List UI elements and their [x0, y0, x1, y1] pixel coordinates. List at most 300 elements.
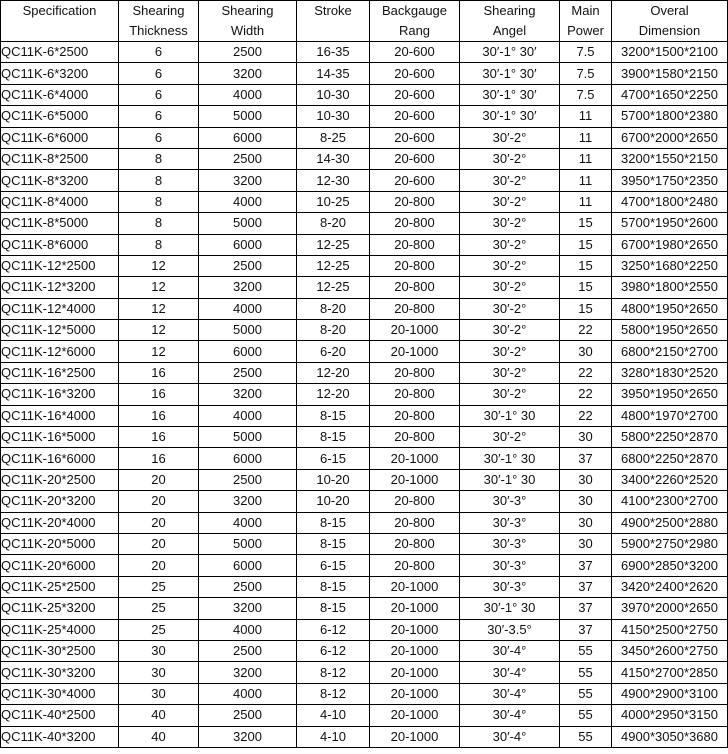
width-cell: 3200 [199, 170, 297, 191]
power-cell: 7.5 [560, 42, 612, 63]
backgauge-cell: 20-800 [370, 255, 460, 276]
backgauge-cell: 20-1000 [370, 469, 460, 490]
thickness-cell: 12 [119, 341, 199, 362]
table-row [1, 277, 728, 298]
power-cell: 22 [560, 362, 612, 383]
angle-cell: 30′-2° [460, 191, 560, 212]
angle-cell: 30′-3° [460, 491, 560, 512]
specification-cell: QC11K-25*2500 [1, 576, 119, 597]
backgauge-cell: 20-1000 [370, 448, 460, 469]
power-cell: 37 [560, 576, 612, 597]
backgauge-cell: 20-800 [370, 234, 460, 255]
thickness-cell: 8 [119, 213, 199, 234]
angle-cell: 30′-2° [460, 298, 560, 319]
dimension-cell: 3950*1950*2650 [612, 384, 728, 405]
backgauge-cell: 20-1000 [370, 576, 460, 597]
specification-cell: QC11K-25*3200 [1, 598, 119, 619]
angle-cell: 30′-2° [460, 127, 560, 148]
width-cell: 5000 [199, 213, 297, 234]
dimension-cell: 5900*2750*2980 [612, 533, 728, 554]
specification-cell: QC11K-30*2500 [1, 640, 119, 661]
power-cell: 11 [560, 127, 612, 148]
dimension-cell: 3280*1830*2520 [612, 362, 728, 383]
specification-cell: QC11K-16*3200 [1, 384, 119, 405]
backgauge-cell: 20-800 [370, 512, 460, 533]
stroke-cell: 8-15 [297, 576, 370, 597]
width-cell: 3200 [199, 277, 297, 298]
thickness-cell: 20 [119, 512, 199, 533]
table-row [1, 576, 728, 597]
specification-cell: QC11K-30*4000 [1, 683, 119, 704]
width-cell: 4000 [199, 298, 297, 319]
backgauge-cell: 20-600 [370, 148, 460, 169]
header-overal-dimension: Overal Dimension [612, 1, 728, 42]
angle-cell: 30′-4° [460, 662, 560, 683]
width-cell: 4000 [199, 405, 297, 426]
specification-cell: QC11K-16*5000 [1, 427, 119, 448]
table-row [1, 63, 728, 84]
specification-cell: QC11K-12*6000 [1, 341, 119, 362]
thickness-cell: 6 [119, 84, 199, 105]
power-cell: 15 [560, 213, 612, 234]
thickness-cell: 25 [119, 598, 199, 619]
table-row [1, 234, 728, 255]
specification-cell: QC11K-25*4000 [1, 619, 119, 640]
stroke-cell: 8-20 [297, 320, 370, 341]
table-row [1, 213, 728, 234]
table-row [1, 384, 728, 405]
width-cell: 3200 [199, 63, 297, 84]
specification-cell: QC11K-40*3200 [1, 726, 119, 747]
thickness-cell: 40 [119, 705, 199, 726]
backgauge-cell: 20-1000 [370, 341, 460, 362]
table-row [1, 640, 728, 661]
thickness-cell: 12 [119, 277, 199, 298]
thickness-cell: 30 [119, 640, 199, 661]
backgauge-cell: 20-1000 [370, 726, 460, 747]
width-cell: 2500 [199, 255, 297, 276]
dimension-cell: 6800*2150*2700 [612, 341, 728, 362]
angle-cell: 30′-4° [460, 640, 560, 661]
table-row [1, 148, 728, 169]
specification-cell: QC11K-8*2500 [1, 148, 119, 169]
thickness-cell: 20 [119, 491, 199, 512]
dimension-cell: 3970*2000*2650 [612, 598, 728, 619]
angle-cell: 30′-2° [460, 148, 560, 169]
angle-cell: 30′-2° [460, 320, 560, 341]
stroke-cell: 14-35 [297, 63, 370, 84]
dimension-cell: 4150*2500*2750 [612, 619, 728, 640]
specification-cell: QC11K-20*4000 [1, 512, 119, 533]
angle-cell: 30′-2° [460, 234, 560, 255]
power-cell: 22 [560, 320, 612, 341]
power-cell: 55 [560, 640, 612, 661]
backgauge-cell: 20-1000 [370, 683, 460, 704]
backgauge-cell: 20-600 [370, 106, 460, 127]
thickness-cell: 6 [119, 63, 199, 84]
width-cell: 2500 [199, 705, 297, 726]
dimension-cell: 4900*3050*3680 [612, 726, 728, 747]
specification-cell: QC11K-6*4000 [1, 84, 119, 105]
dimension-cell: 3200*1550*2150 [612, 148, 728, 169]
specification-cell: QC11K-20*5000 [1, 533, 119, 554]
stroke-cell: 6-12 [297, 619, 370, 640]
backgauge-cell: 20-800 [370, 362, 460, 383]
thickness-cell: 30 [119, 662, 199, 683]
width-cell: 4000 [199, 683, 297, 704]
backgauge-cell: 20-800 [370, 555, 460, 576]
header-stroke: Stroke [297, 1, 370, 42]
backgauge-cell: 20-800 [370, 405, 460, 426]
thickness-cell: 16 [119, 384, 199, 405]
dimension-cell: 3250*1680*2250 [612, 255, 728, 276]
thickness-cell: 16 [119, 405, 199, 426]
power-cell: 55 [560, 705, 612, 726]
table-row [1, 705, 728, 726]
table-row [1, 662, 728, 683]
angle-cell: 30′-1° 30′ [460, 63, 560, 84]
angle-cell: 30′-2° [460, 277, 560, 298]
thickness-cell: 6 [119, 42, 199, 63]
stroke-cell: 10-30 [297, 84, 370, 105]
power-cell: 15 [560, 255, 612, 276]
power-cell: 55 [560, 683, 612, 704]
dimension-cell: 5700*1800*2380 [612, 106, 728, 127]
width-cell: 4000 [199, 512, 297, 533]
thickness-cell: 16 [119, 427, 199, 448]
stroke-cell: 8-12 [297, 683, 370, 704]
backgauge-cell: 20-800 [370, 427, 460, 448]
dimension-cell: 3950*1750*2350 [612, 170, 728, 191]
stroke-cell: 8-15 [297, 427, 370, 448]
power-cell: 22 [560, 384, 612, 405]
angle-cell: 30′-1° 30′ [460, 84, 560, 105]
table-row [1, 255, 728, 276]
backgauge-cell: 20-1000 [370, 640, 460, 661]
header-shearing-angel: Shearing Angel [460, 1, 560, 42]
width-cell: 2500 [199, 640, 297, 661]
power-cell: 30 [560, 427, 612, 448]
backgauge-cell: 20-800 [370, 491, 460, 512]
angle-cell: 30′-3° [460, 576, 560, 597]
table-row [1, 341, 728, 362]
power-cell: 11 [560, 191, 612, 212]
stroke-cell: 8-25 [297, 127, 370, 148]
table-row [1, 106, 728, 127]
thickness-cell: 8 [119, 234, 199, 255]
stroke-cell: 8-15 [297, 512, 370, 533]
stroke-cell: 10-30 [297, 106, 370, 127]
thickness-cell: 8 [119, 170, 199, 191]
backgauge-cell: 20-600 [370, 127, 460, 148]
thickness-cell: 12 [119, 298, 199, 319]
stroke-cell: 10-20 [297, 491, 370, 512]
stroke-cell: 12-25 [297, 255, 370, 276]
angle-cell: 30′-2° [460, 170, 560, 191]
width-cell: 2500 [199, 42, 297, 63]
width-cell: 3200 [199, 598, 297, 619]
table-row [1, 512, 728, 533]
table-row [1, 362, 728, 383]
dimension-cell: 6700*2000*2650 [612, 127, 728, 148]
specification-cell: QC11K-12*4000 [1, 298, 119, 319]
power-cell: 11 [560, 148, 612, 169]
width-cell: 2500 [199, 148, 297, 169]
specification-cell: QC11K-8*3200 [1, 170, 119, 191]
table-row [1, 84, 728, 105]
backgauge-cell: 20-800 [370, 533, 460, 554]
table-row [1, 42, 728, 63]
angle-cell: 30′-2° [460, 255, 560, 276]
stroke-cell: 12-25 [297, 234, 370, 255]
specification-cell: QC11K-20*2500 [1, 469, 119, 490]
stroke-cell: 6-15 [297, 448, 370, 469]
width-cell: 4000 [199, 191, 297, 212]
backgauge-cell: 20-800 [370, 277, 460, 298]
specification-cell: QC11K-16*2500 [1, 362, 119, 383]
thickness-cell: 30 [119, 683, 199, 704]
specification-cell: QC11K-40*2500 [1, 705, 119, 726]
dimension-cell: 3980*1800*2550 [612, 277, 728, 298]
angle-cell: 30′-3° [460, 533, 560, 554]
thickness-cell: 20 [119, 533, 199, 554]
table-row [1, 170, 728, 191]
dimension-cell: 3450*2600*2750 [612, 640, 728, 661]
table-row [1, 405, 728, 426]
width-cell: 5000 [199, 427, 297, 448]
backgauge-cell: 20-600 [370, 170, 460, 191]
angle-cell: 30′-2° [460, 213, 560, 234]
table-row [1, 127, 728, 148]
header-row [1, 1, 728, 42]
header-shearing-width: Shearing Width [199, 1, 297, 42]
backgauge-cell: 20-800 [370, 213, 460, 234]
thickness-cell: 20 [119, 469, 199, 490]
power-cell: 37 [560, 619, 612, 640]
specification-cell: QC11K-6*2500 [1, 42, 119, 63]
dimension-cell: 4900*2900*3100 [612, 683, 728, 704]
table-row [1, 555, 728, 576]
angle-cell: 30′-1° 30 [460, 405, 560, 426]
width-cell: 2500 [199, 576, 297, 597]
stroke-cell: 8-20 [297, 298, 370, 319]
backgauge-cell: 20-800 [370, 298, 460, 319]
stroke-cell: 8-15 [297, 598, 370, 619]
dimension-cell: 6700*1980*2650 [612, 234, 728, 255]
power-cell: 7.5 [560, 84, 612, 105]
dimension-cell: 3900*1580*2150 [612, 63, 728, 84]
specification-cell: QC11K-20*6000 [1, 555, 119, 576]
stroke-cell: 12-20 [297, 384, 370, 405]
dimension-cell: 6800*2250*2870 [612, 448, 728, 469]
backgauge-cell: 20-1000 [370, 598, 460, 619]
thickness-cell: 6 [119, 106, 199, 127]
backgauge-cell: 20-1000 [370, 320, 460, 341]
table-row [1, 619, 728, 640]
backgauge-cell: 20-800 [370, 384, 460, 405]
dimension-cell: 4700*1650*2250 [612, 84, 728, 105]
specification-cell: QC11K-8*5000 [1, 213, 119, 234]
width-cell: 5000 [199, 533, 297, 554]
stroke-cell: 8-15 [297, 533, 370, 554]
angle-cell: 30′-2° [460, 384, 560, 405]
width-cell: 6000 [199, 127, 297, 148]
stroke-cell: 10-25 [297, 191, 370, 212]
dimension-cell: 4700*1800*2480 [612, 191, 728, 212]
dimension-cell: 4800*1950*2650 [612, 298, 728, 319]
dimension-cell: 5800*2250*2870 [612, 427, 728, 448]
angle-cell: 30′-3.5° [460, 619, 560, 640]
specification-cell: QC11K-6*3200 [1, 63, 119, 84]
angle-cell: 30′-4° [460, 726, 560, 747]
power-cell: 30 [560, 469, 612, 490]
width-cell: 3200 [199, 662, 297, 683]
power-cell: 7.5 [560, 63, 612, 84]
header-backgauge-rang: Backgauge Rang [370, 1, 460, 42]
backgauge-cell: 20-1000 [370, 619, 460, 640]
dimension-cell: 4000*2950*3150 [612, 705, 728, 726]
stroke-cell: 8-12 [297, 662, 370, 683]
stroke-cell: 6-20 [297, 341, 370, 362]
stroke-cell: 14-30 [297, 148, 370, 169]
specification-cell: QC11K-16*4000 [1, 405, 119, 426]
width-cell: 3200 [199, 384, 297, 405]
thickness-cell: 40 [119, 726, 199, 747]
thickness-cell: 16 [119, 448, 199, 469]
thickness-cell: 8 [119, 148, 199, 169]
angle-cell: 30′-1° 30 [460, 469, 560, 490]
power-cell: 11 [560, 170, 612, 191]
specification-cell: QC11K-12*3200 [1, 277, 119, 298]
angle-cell: 30′-2° [460, 341, 560, 362]
stroke-cell: 12-20 [297, 362, 370, 383]
stroke-cell: 10-20 [297, 469, 370, 490]
angle-cell: 30′-3° [460, 512, 560, 533]
table-row [1, 427, 728, 448]
power-cell: 15 [560, 234, 612, 255]
power-cell: 30 [560, 533, 612, 554]
power-cell: 15 [560, 277, 612, 298]
thickness-cell: 12 [119, 255, 199, 276]
width-cell: 2500 [199, 469, 297, 490]
thickness-cell: 25 [119, 576, 199, 597]
width-cell: 2500 [199, 362, 297, 383]
dimension-cell: 6900*2850*3200 [612, 555, 728, 576]
specification-cell: QC11K-12*5000 [1, 320, 119, 341]
table-row [1, 298, 728, 319]
thickness-cell: 16 [119, 362, 199, 383]
backgauge-cell: 20-800 [370, 191, 460, 212]
power-cell: 11 [560, 106, 612, 127]
specification-cell: QC11K-20*3200 [1, 491, 119, 512]
table-row [1, 683, 728, 704]
specification-cell: QC11K-16*6000 [1, 448, 119, 469]
specification-cell: QC11K-6*5000 [1, 106, 119, 127]
angle-cell: 30′-1° 30′ [460, 106, 560, 127]
dimension-cell: 5800*1950*2650 [612, 320, 728, 341]
thickness-cell: 6 [119, 127, 199, 148]
backgauge-cell: 20-1000 [370, 705, 460, 726]
stroke-cell: 4-10 [297, 726, 370, 747]
power-cell: 55 [560, 662, 612, 683]
dimension-cell: 3420*2400*2620 [612, 576, 728, 597]
power-cell: 37 [560, 555, 612, 576]
table-row [1, 191, 728, 212]
thickness-cell: 20 [119, 555, 199, 576]
specification-cell: QC11K-8*6000 [1, 234, 119, 255]
backgauge-cell: 20-600 [370, 42, 460, 63]
backgauge-cell: 20-600 [370, 84, 460, 105]
dimension-cell: 4150*2700*2850 [612, 662, 728, 683]
table-row [1, 598, 728, 619]
stroke-cell: 12-30 [297, 170, 370, 191]
specification-cell: QC11K-12*2500 [1, 255, 119, 276]
dimension-cell: 4100*2300*2700 [612, 491, 728, 512]
dimension-cell: 4900*2500*2880 [612, 512, 728, 533]
table-body [1, 42, 728, 748]
angle-cell: 30′-3° [460, 555, 560, 576]
power-cell: 55 [560, 726, 612, 747]
stroke-cell: 4-10 [297, 705, 370, 726]
table-row [1, 726, 728, 747]
thickness-cell: 25 [119, 619, 199, 640]
header-specification: Specification [1, 1, 119, 42]
table-row [1, 448, 728, 469]
backgauge-cell: 20-600 [370, 63, 460, 84]
width-cell: 6000 [199, 555, 297, 576]
dimension-cell: 3200*1500*2100 [612, 42, 728, 63]
stroke-cell: 12-25 [297, 277, 370, 298]
power-cell: 22 [560, 405, 612, 426]
power-cell: 30 [560, 491, 612, 512]
angle-cell: 30′-1° 30′ [460, 42, 560, 63]
header-main-power: Main Power [560, 1, 612, 42]
table-row [1, 469, 728, 490]
width-cell: 3200 [199, 726, 297, 747]
specification-cell: QC11K-8*4000 [1, 191, 119, 212]
width-cell: 6000 [199, 448, 297, 469]
power-cell: 37 [560, 448, 612, 469]
stroke-cell: 8-20 [297, 213, 370, 234]
power-cell: 30 [560, 341, 612, 362]
dimension-cell: 3400*2260*2520 [612, 469, 728, 490]
power-cell: 30 [560, 512, 612, 533]
specification-cell: QC11K-6*6000 [1, 127, 119, 148]
stroke-cell: 16-35 [297, 42, 370, 63]
angle-cell: 30′-4° [460, 705, 560, 726]
power-cell: 15 [560, 298, 612, 319]
stroke-cell: 6-12 [297, 640, 370, 661]
width-cell: 3200 [199, 491, 297, 512]
table-row [1, 320, 728, 341]
table-row [1, 533, 728, 554]
stroke-cell: 6-15 [297, 555, 370, 576]
angle-cell: 30′-1° 30 [460, 448, 560, 469]
angle-cell: 30′-4° [460, 683, 560, 704]
width-cell: 6000 [199, 341, 297, 362]
specification-cell: QC11K-30*3200 [1, 662, 119, 683]
angle-cell: 30′-1° 30 [460, 598, 560, 619]
header-shearing-thickness: Shearing Thickness [119, 1, 199, 42]
table-row [1, 491, 728, 512]
width-cell: 5000 [199, 106, 297, 127]
angle-cell: 30′-2° [460, 427, 560, 448]
width-cell: 5000 [199, 320, 297, 341]
width-cell: 4000 [199, 619, 297, 640]
angle-cell: 30′-2° [460, 362, 560, 383]
thickness-cell: 8 [119, 191, 199, 212]
thickness-cell: 12 [119, 320, 199, 341]
